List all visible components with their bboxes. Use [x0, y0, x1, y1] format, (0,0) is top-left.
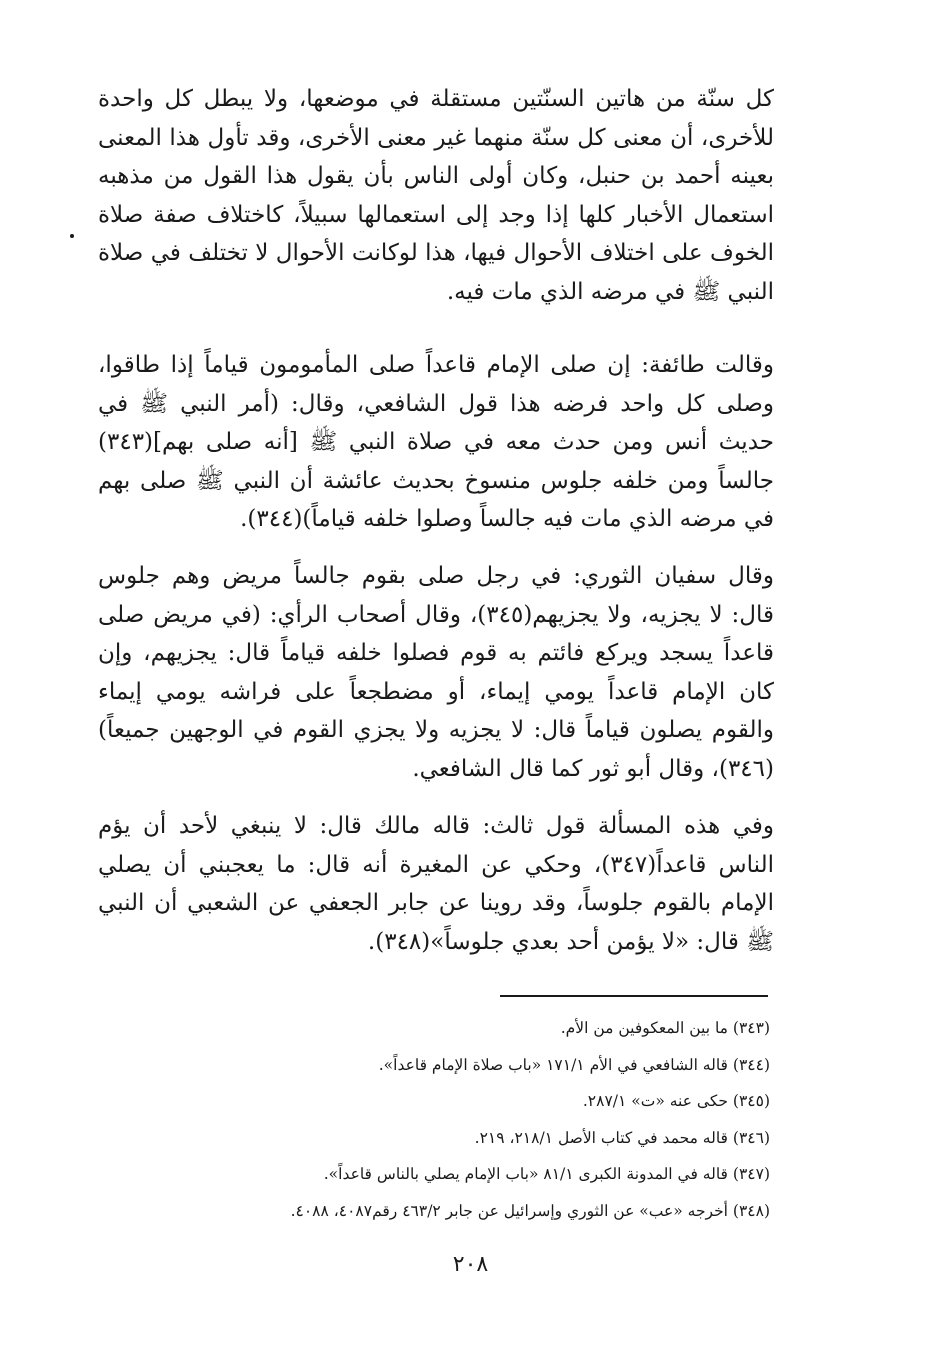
margin-mark: [70, 234, 74, 238]
body-paragraph-4: وفي هذه المسألة قول ثالث: قاله مالك قال: لا ينبغي لأحد أن يؤم الناس قاعداً(٣٤٧)، وحكي عن المغيرة أنه قال: ما يعجبني أن يصلي الإمام بالقوم جلوساً، وقد روينا عن جابر الجعفي عن الشعبي أن النبي ﷺ قال: «لا يؤمن أحد بعدي جلوساً»(٣٤٨).: [98, 813, 774, 955]
body-paragraph-2: وقالت طائفة: إن صلى الإمام قاعداً صلى المأمومون قياماً إذا طاقوا، وصلى كل واحد فرضه هذا قول الشافعي، وقال: (أمر النبي ﷺ في حديث أنس ومن حدث معه في صلاة النبي ﷺ [أنه صلى بهم](٣٤٣) جالساً ومن خلفه جلوس منسوخ بحديث عائشة أن النبي ﷺ صلى بهم في مرضه الذي مات فيه جالساً وصلوا خلفه قياماً)(٣٤٤).: [98, 352, 774, 532]
footnote-347: (٣٤٧) قاله في المدونة الكبرى ٨١/١ «باب الإمام يصلي بالناس قاعداً».: [323, 1165, 770, 1183]
footnote-343: (٣٤٣) ما بين المعكوفين من الأم.: [560, 1019, 770, 1037]
page-number: ٢٠٨: [452, 1252, 489, 1277]
body-paragraph-3: وقال سفيان الثوري: في رجل صلى بقوم جالساً مريض وهم جلوس قال: لا يجزيه، ولا يجزيهم(٣٤٥)، وقال أصحاب الرأي: (في مريض صلى قاعداً يسجد ويركع فائتم به قوم فصلوا خلفه قياماً قال: يجزيهم، وإن كان الإمام قاعداً يومي إيماء، أو مضطجعاً على فراشه يومي إيماء والقوم يصلون قياماً قال: لا يجزيه ولا يجزي القوم في الوجهين جميعاً)(٣٤٦)، وقال أبو ثور كما قال الشافعي.: [98, 563, 774, 782]
footnote-345: (٣٤٥) حكى عنه «ت» ٢٨٧/١.: [582, 1092, 770, 1110]
footnote-344: (٣٤٤) قاله الشافعي في الأم ١٧١/١ «باب صلاة الإمام قاعداً».: [378, 1055, 770, 1074]
footnote-348: (٣٤٨) أخرجه «عب» عن الثوري وإسرائيل عن جابر ٤٦٣/٢ رقم٤٠٨٧، ٤٠٨٨.: [290, 1201, 770, 1220]
footnote-separator: [500, 995, 768, 997]
body-paragraph-1: كل سنّة من هاتين السنّتين مستقلة في موضعها، ولا يبطل كل واحدة للأخرى، أن معنى كل سنّة منهما غير معنى الأخرى، وقد تأول هذا المعنى بعينه أحمد بن حنبل، وكان أولى الناس بأن يقول هذا القول من مذهبه استعمال الأخبار كلها إذا وجد إلى استعمالها سبيلاً، كاختلاف صفة صلاة الخوف على اختلاف الأحوال فيها، هذا لوكانت الأحوال لا تختلف في صلاة النبي ﷺ في مرضه الذي مات فيه.: [98, 86, 774, 305]
footnote-346: (٣٤٦) قاله محمد في كتاب الأصل ٢١٨/١، ٢١٩.: [474, 1128, 770, 1147]
footnotes-list: [240, 1010, 770, 1229]
